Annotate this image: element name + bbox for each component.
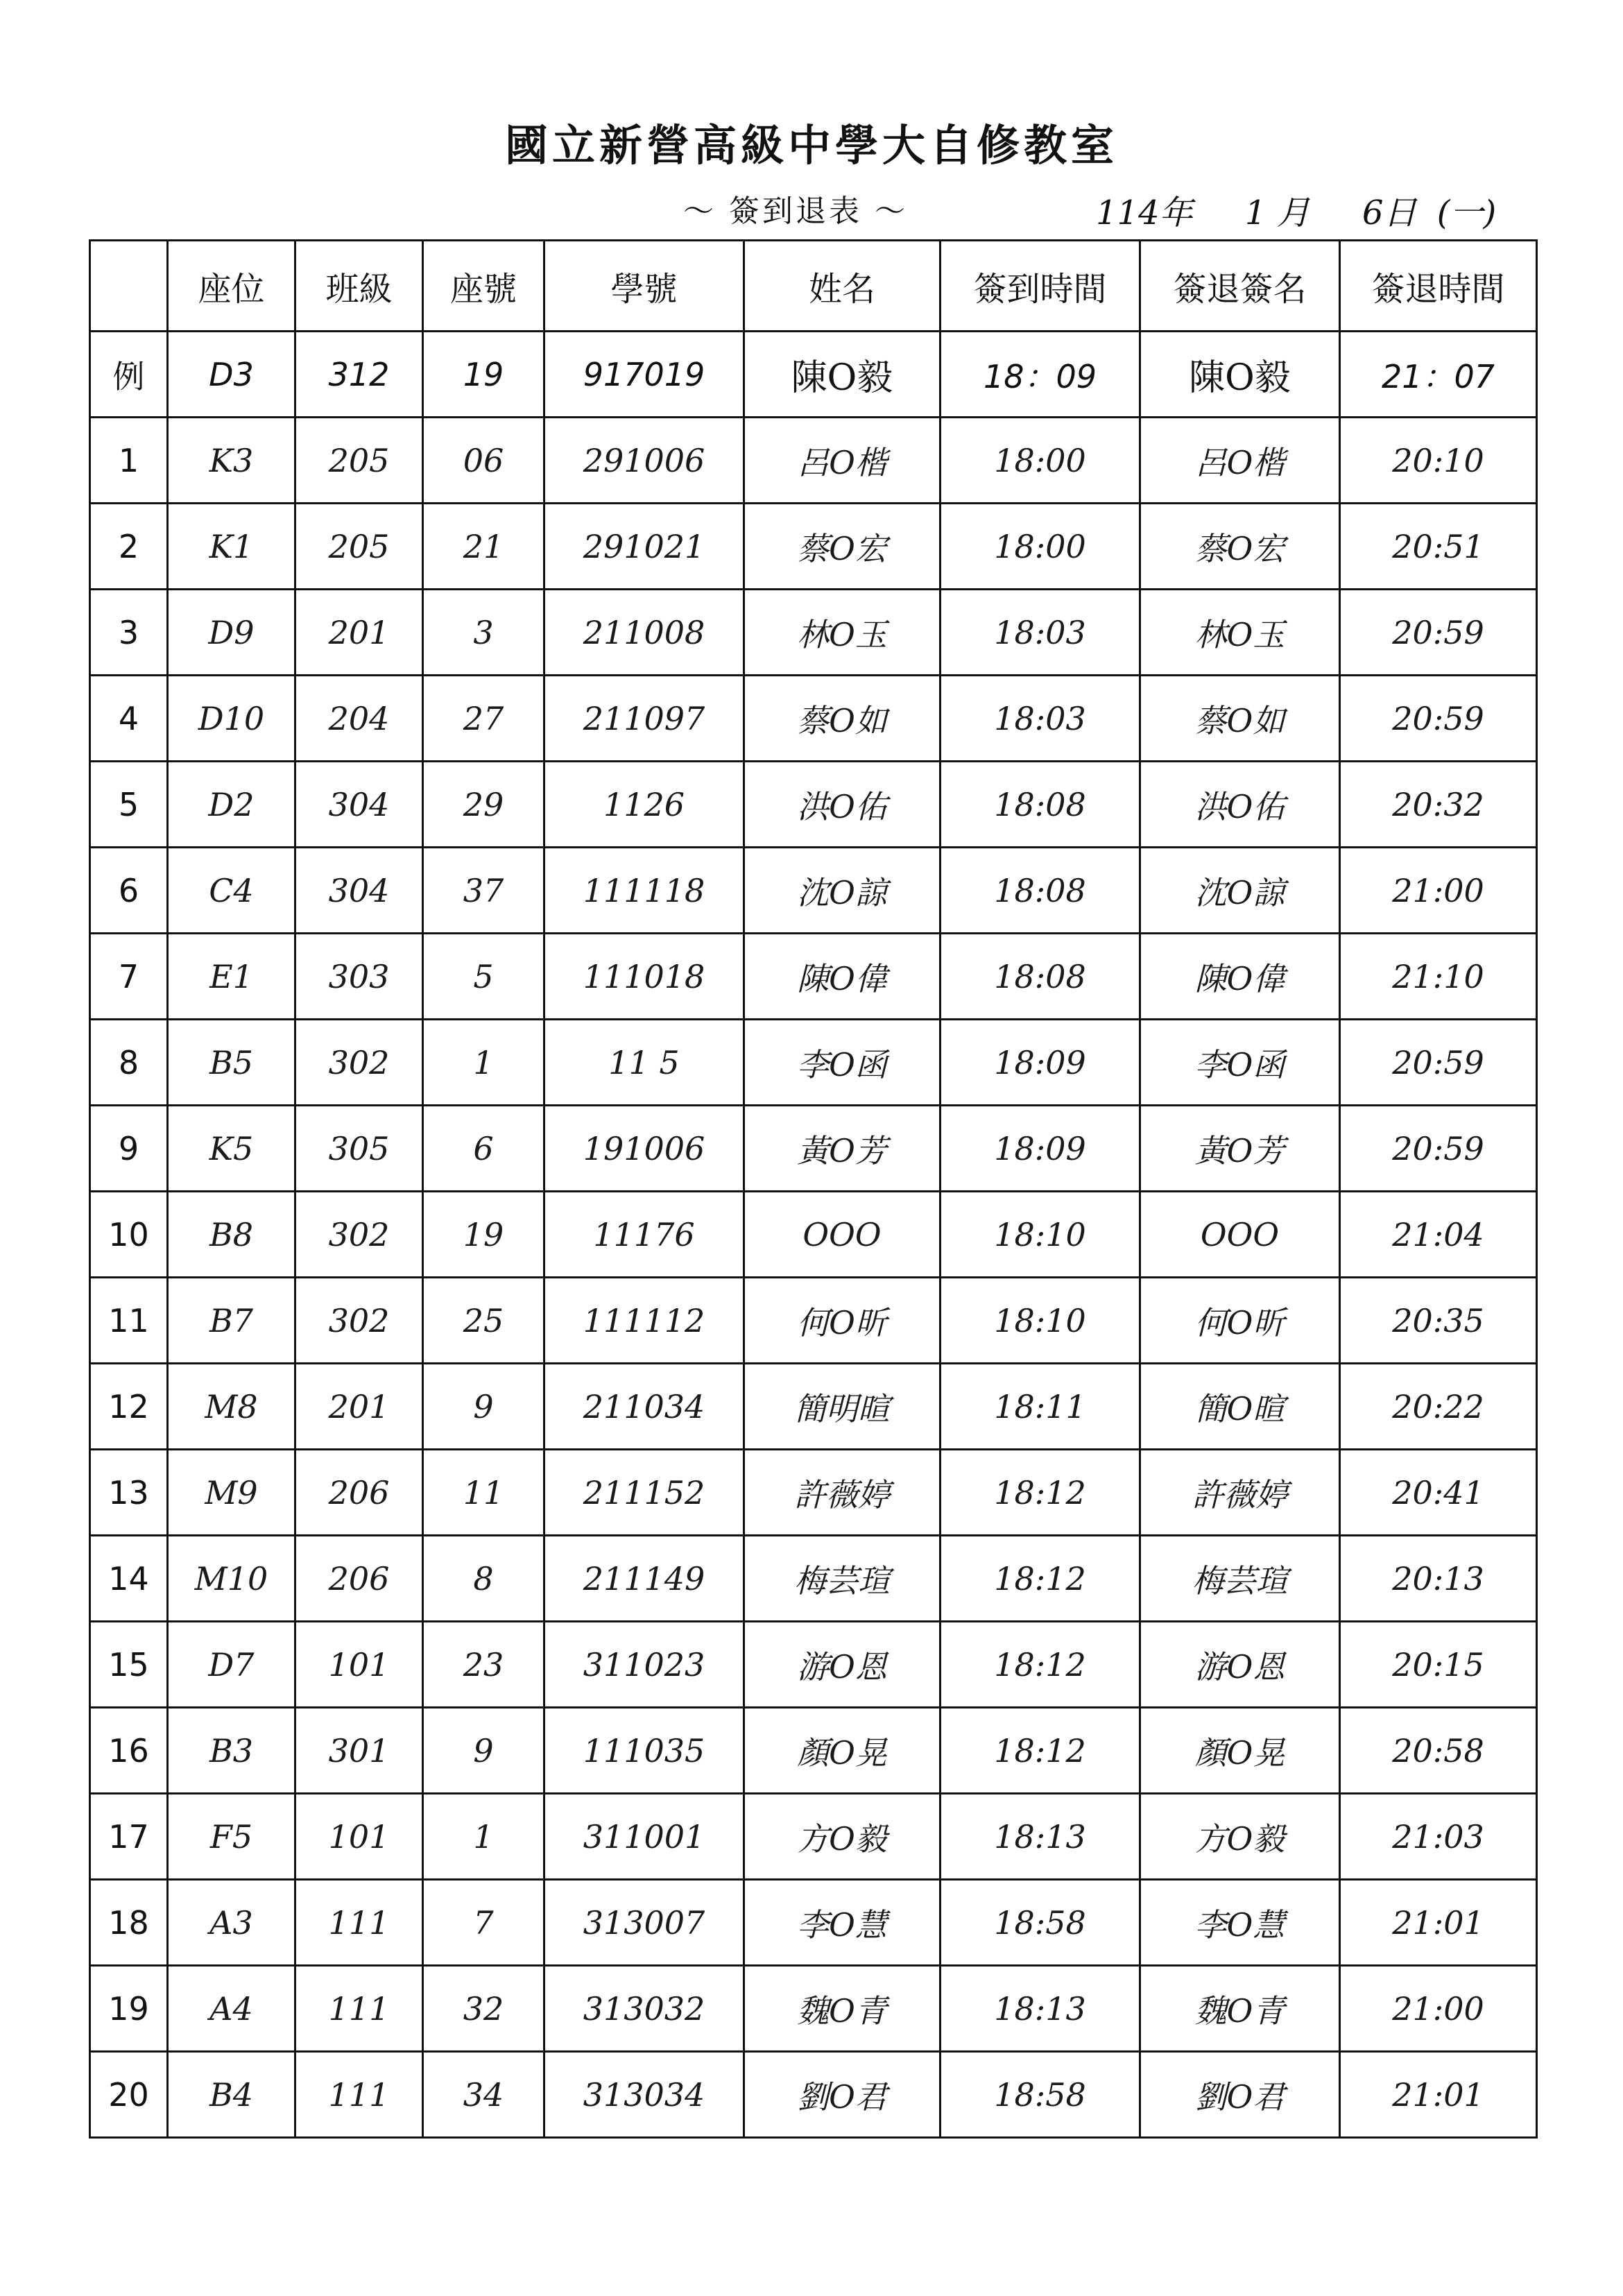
sign-in-time-cell: 18:10 [941, 1278, 1140, 1364]
class-cell: 206 [295, 1450, 423, 1536]
class-cell: 201 [295, 1364, 423, 1450]
table-row [90, 2052, 1537, 2138]
class-cell: 304 [295, 848, 423, 934]
sign-in-time-cell: 18:12 [941, 1622, 1140, 1708]
seat-cell: A3 [168, 1880, 295, 1966]
sign-out-signature-cell: 洪O佑 [1140, 762, 1340, 848]
row-index: 4 [90, 676, 168, 762]
sign-out-signature-cell: 顏O晃 [1140, 1708, 1340, 1794]
table-row [90, 1966, 1537, 2052]
table-row [90, 1020, 1537, 1106]
student-id-cell: 311001 [544, 1794, 744, 1880]
row-index: 11 [90, 1278, 168, 1364]
student-id-cell: 313032 [544, 1966, 744, 2052]
sign-out-signature-cell: 梅芸瑄 [1140, 1536, 1340, 1622]
name-signature-cell: 梅芸瑄 [744, 1536, 941, 1622]
seat-cell: B8 [168, 1192, 295, 1278]
sign-out-time-cell: 20:22 [1340, 1364, 1537, 1450]
seat-cell: D2 [168, 762, 295, 848]
sign-out-signature-cell: 呂O楷 [1140, 418, 1340, 504]
sign-out-signature-cell: 李O函 [1140, 1020, 1340, 1106]
seat-cell: M9 [168, 1450, 295, 1536]
number-cell: 8 [423, 1536, 544, 1622]
sign-in-time-cell: 18:58 [941, 2052, 1140, 2138]
class-cell: 111 [295, 2052, 423, 2138]
row-index: 15 [90, 1622, 168, 1708]
student-id-cell: 291021 [544, 504, 744, 590]
student-id-cell: 1126 [544, 762, 744, 848]
seat-cell: K3 [168, 418, 295, 504]
seat-cell: F5 [168, 1794, 295, 1880]
seat-cell: D10 [168, 676, 295, 762]
table-row [90, 1278, 1537, 1364]
sign-out-time-cell: 21:00 [1340, 848, 1537, 934]
seat-cell: B3 [168, 1708, 295, 1794]
example-index: 例 [90, 332, 168, 418]
date-day: 6日 [1362, 194, 1417, 232]
date-year: 114年 [1096, 194, 1193, 232]
row-index: 18 [90, 1880, 168, 1966]
sign-out-time-cell: 20:32 [1340, 762, 1537, 848]
table-row [90, 504, 1537, 590]
sign-in-time-cell: 18:13 [941, 1794, 1140, 1880]
header-cell-sign-out-time: 簽退時間 [1340, 241, 1537, 332]
row-index: 16 [90, 1708, 168, 1794]
header-cell-sign-out-signature: 簽退簽名 [1140, 241, 1340, 332]
sign-in-time-cell: 18:03 [941, 590, 1140, 676]
sign-out-signature-cell: 蔡O如 [1140, 676, 1340, 762]
name-signature-cell: 方O毅 [744, 1794, 941, 1880]
sign-in-time-cell: 18:10 [941, 1192, 1140, 1278]
sign-out-time-cell: 20:15 [1340, 1622, 1537, 1708]
sign-out-signature-cell: 蔡O宏 [1140, 504, 1340, 590]
class-cell: 206 [295, 1536, 423, 1622]
name-signature-cell: 李O函 [744, 1020, 941, 1106]
class-cell: 301 [295, 1708, 423, 1794]
sign-out-time-cell: 20:59 [1340, 590, 1537, 676]
number-cell: 21 [423, 504, 544, 590]
date-weekday: (一) [1436, 194, 1497, 232]
seat-cell: A4 [168, 1966, 295, 2052]
sign-in-time-cell: 18:09 [941, 1106, 1140, 1192]
seat-cell: C4 [168, 848, 295, 934]
student-id-cell: 11176 [544, 1192, 744, 1278]
sign-out-time-cell: 20:13 [1340, 1536, 1537, 1622]
sign-out-signature-cell: 沈O諒 [1140, 848, 1340, 934]
example-sign-out-time: 21：07 [1340, 332, 1537, 418]
example-sign-out-signature: 陳O毅 [1140, 332, 1340, 418]
row-index: 10 [90, 1192, 168, 1278]
sign-out-signature-cell: 魏O青 [1140, 1966, 1340, 2052]
number-cell: 29 [423, 762, 544, 848]
row-index: 6 [90, 848, 168, 934]
seat-cell: D7 [168, 1622, 295, 1708]
number-cell: 6 [423, 1106, 544, 1192]
sign-out-time-cell: 20:59 [1340, 676, 1537, 762]
sign-out-time-cell: 20:51 [1340, 504, 1537, 590]
row-index: 17 [90, 1794, 168, 1880]
table-row [90, 1708, 1537, 1794]
student-id-cell: 211152 [544, 1450, 744, 1536]
row-index: 1 [90, 418, 168, 504]
row-index: 8 [90, 1020, 168, 1106]
name-signature-cell: 林O玉 [744, 590, 941, 676]
class-cell: 201 [295, 590, 423, 676]
page-title: 國立新營高級中學大自修教室 [504, 120, 1118, 171]
number-cell: 27 [423, 676, 544, 762]
number-cell: 37 [423, 848, 544, 934]
row-index: 9 [90, 1106, 168, 1192]
sign-in-time-cell: 18:12 [941, 1536, 1140, 1622]
table-row [90, 1106, 1537, 1192]
sign-out-time-cell: 21:01 [1340, 2052, 1537, 2138]
name-signature-cell: 洪O佑 [744, 762, 941, 848]
number-cell: 1 [423, 1794, 544, 1880]
sign-out-time-cell: 21:00 [1340, 1966, 1537, 2052]
sign-out-time-cell: 21:01 [1340, 1880, 1537, 1966]
name-signature-cell: 劉O君 [744, 2052, 941, 2138]
name-signature-cell: 顏O晃 [744, 1708, 941, 1794]
sign-in-time-cell: 18:03 [941, 676, 1140, 762]
name-signature-cell: 陳O偉 [744, 934, 941, 1020]
header-cell-seat: 座位 [168, 241, 295, 332]
table-row [90, 418, 1537, 504]
sign-out-time-cell: 20:58 [1340, 1708, 1537, 1794]
seat-cell: M8 [168, 1364, 295, 1450]
class-cell: 304 [295, 762, 423, 848]
table-row [90, 590, 1537, 676]
sign-out-time-cell: 21:04 [1340, 1192, 1537, 1278]
sign-in-time-cell: 18:09 [941, 1020, 1140, 1106]
row-index: 7 [90, 934, 168, 1020]
sign-out-time-cell: 20:41 [1340, 1450, 1537, 1536]
student-id-cell: 191006 [544, 1106, 744, 1192]
sign-out-time-cell: 20:59 [1340, 1020, 1537, 1106]
number-cell: 5 [423, 934, 544, 1020]
class-cell: 303 [295, 934, 423, 1020]
sign-out-signature-cell: 黃O芳 [1140, 1106, 1340, 1192]
example-name: 陳O毅 [744, 332, 941, 418]
student-id-cell: 291006 [544, 418, 744, 504]
table-row [90, 1450, 1537, 1536]
name-signature-cell: 李O慧 [744, 1880, 941, 1966]
number-cell: 7 [423, 1880, 544, 1966]
number-cell: 3 [423, 590, 544, 676]
sign-in-time-cell: 18:12 [941, 1450, 1140, 1536]
form-subtitle: ～ 簽到退表 ～ [683, 194, 908, 229]
seat-cell: D9 [168, 590, 295, 676]
class-cell: 302 [295, 1192, 423, 1278]
class-cell: 302 [295, 1278, 423, 1364]
class-cell: 101 [295, 1794, 423, 1880]
table-row [90, 934, 1537, 1020]
number-cell: 25 [423, 1278, 544, 1364]
header-row [90, 241, 1537, 332]
class-cell: 204 [295, 676, 423, 762]
sign-in-time-cell: 18:08 [941, 934, 1140, 1020]
row-index: 14 [90, 1536, 168, 1622]
class-cell: 302 [295, 1020, 423, 1106]
sign-out-signature-cell: 方O毅 [1140, 1794, 1340, 1880]
name-signature-cell: 呂O楷 [744, 418, 941, 504]
sign-out-signature-cell: 游O恩 [1140, 1622, 1340, 1708]
sign-out-time-cell: 20:59 [1340, 1106, 1537, 1192]
number-cell: 1 [423, 1020, 544, 1106]
student-id-cell: 211008 [544, 590, 744, 676]
sign-out-time-cell: 20:35 [1340, 1278, 1537, 1364]
seat-cell: B4 [168, 2052, 295, 2138]
example-sign-in-time: 18：09 [941, 332, 1140, 418]
student-id-cell: 111118 [544, 848, 744, 934]
row-index: 3 [90, 590, 168, 676]
seat-cell: K1 [168, 504, 295, 590]
number-cell: 23 [423, 1622, 544, 1708]
table-row [90, 1880, 1537, 1966]
number-cell: 34 [423, 2052, 544, 2138]
date-month: 1 月 [1244, 194, 1310, 232]
example-row [90, 332, 1537, 418]
sign-out-time-cell: 21:10 [1340, 934, 1537, 1020]
sign-in-time-cell: 18:08 [941, 762, 1140, 848]
name-signature-cell: 簡明暄 [744, 1364, 941, 1450]
class-cell: 205 [295, 418, 423, 504]
name-signature-cell: 魏O青 [744, 1966, 941, 2052]
name-signature-cell: 蔡O宏 [744, 504, 941, 590]
student-id-cell: 111112 [544, 1278, 744, 1364]
name-signature-cell: 沈O諒 [744, 848, 941, 934]
seat-cell: B7 [168, 1278, 295, 1364]
number-cell: 11 [423, 1450, 544, 1536]
sign-out-time-cell: 20:10 [1340, 418, 1537, 504]
student-id-cell: 211097 [544, 676, 744, 762]
class-cell: 111 [295, 1966, 423, 2052]
student-id-cell: 111035 [544, 1708, 744, 1794]
student-id-cell: 211149 [544, 1536, 744, 1622]
student-id-cell: 311023 [544, 1622, 744, 1708]
table-row [90, 1794, 1537, 1880]
header-cell-index [90, 241, 168, 332]
sign-out-signature-cell: 許薇婷 [1140, 1450, 1340, 1536]
table-row [90, 1622, 1537, 1708]
sign-out-signature-cell: 劉O君 [1140, 2052, 1340, 2138]
name-signature-cell: 許薇婷 [744, 1450, 941, 1536]
sign-out-signature-cell: 簡O暄 [1140, 1364, 1340, 1450]
seat-cell: M10 [168, 1536, 295, 1622]
example-seat: D3 [168, 332, 295, 418]
row-index: 2 [90, 504, 168, 590]
number-cell: 9 [423, 1364, 544, 1450]
header-cell-sign-in-time: 簽到時間 [941, 241, 1140, 332]
class-cell: 111 [295, 1880, 423, 1966]
sign-out-signature-cell: 何O昕 [1140, 1278, 1340, 1364]
seat-cell: E1 [168, 934, 295, 1020]
table-row [90, 676, 1537, 762]
seat-cell: B5 [168, 1020, 295, 1106]
sign-out-signature-cell: OOO [1140, 1192, 1340, 1278]
name-signature-cell: 何O昕 [744, 1278, 941, 1364]
row-index: 13 [90, 1450, 168, 1536]
sign-in-time-cell: 18:00 [941, 418, 1140, 504]
student-id-cell: 211034 [544, 1364, 744, 1450]
table-row [90, 762, 1537, 848]
header-cell-class: 班級 [295, 241, 423, 332]
number-cell: 06 [423, 418, 544, 504]
name-signature-cell: 游O恩 [744, 1622, 941, 1708]
row-index: 5 [90, 762, 168, 848]
class-cell: 305 [295, 1106, 423, 1192]
row-index: 19 [90, 1966, 168, 2052]
sign-out-signature-cell: 陳O偉 [1140, 934, 1340, 1020]
name-signature-cell: 黃O芳 [744, 1106, 941, 1192]
table-row [90, 1536, 1537, 1622]
sign-out-time-cell: 21:03 [1340, 1794, 1537, 1880]
table-row [90, 1364, 1537, 1450]
student-id-cell: 111018 [544, 934, 744, 1020]
header-cell-number: 座號 [423, 241, 544, 332]
table-row [90, 848, 1537, 934]
student-id-cell: 313034 [544, 2052, 744, 2138]
sign-out-signature-cell: 李O慧 [1140, 1880, 1340, 1966]
sign-in-table [89, 239, 1538, 2139]
sign-out-signature-cell: 林O玉 [1140, 590, 1340, 676]
seat-cell: K5 [168, 1106, 295, 1192]
number-cell: 19 [423, 1192, 544, 1278]
form-date [1096, 186, 1496, 234]
row-index: 12 [90, 1364, 168, 1450]
example-class: 312 [295, 332, 423, 418]
example-number: 19 [423, 332, 544, 418]
number-cell: 32 [423, 1966, 544, 2052]
row-index: 20 [90, 2052, 168, 2138]
sign-in-time-cell: 18:58 [941, 1880, 1140, 1966]
number-cell: 9 [423, 1708, 544, 1794]
header-cell-student-id: 學號 [544, 241, 744, 332]
sign-in-time-cell: 18:13 [941, 1966, 1140, 2052]
sign-in-time-cell: 18:12 [941, 1708, 1140, 1794]
sign-in-time-cell: 18:11 [941, 1364, 1140, 1450]
class-cell: 101 [295, 1622, 423, 1708]
example-student-id: 917019 [544, 332, 744, 418]
table-row [90, 1192, 1537, 1278]
class-cell: 205 [295, 504, 423, 590]
student-id-cell: 313007 [544, 1880, 744, 1966]
student-id-cell: 11 5 [544, 1020, 744, 1106]
sign-in-time-cell: 18:08 [941, 848, 1140, 934]
name-signature-cell: 蔡O如 [744, 676, 941, 762]
sign-in-time-cell: 18:00 [941, 504, 1140, 590]
name-signature-cell: OOO [744, 1192, 941, 1278]
header-cell-name: 姓名 [744, 241, 941, 332]
